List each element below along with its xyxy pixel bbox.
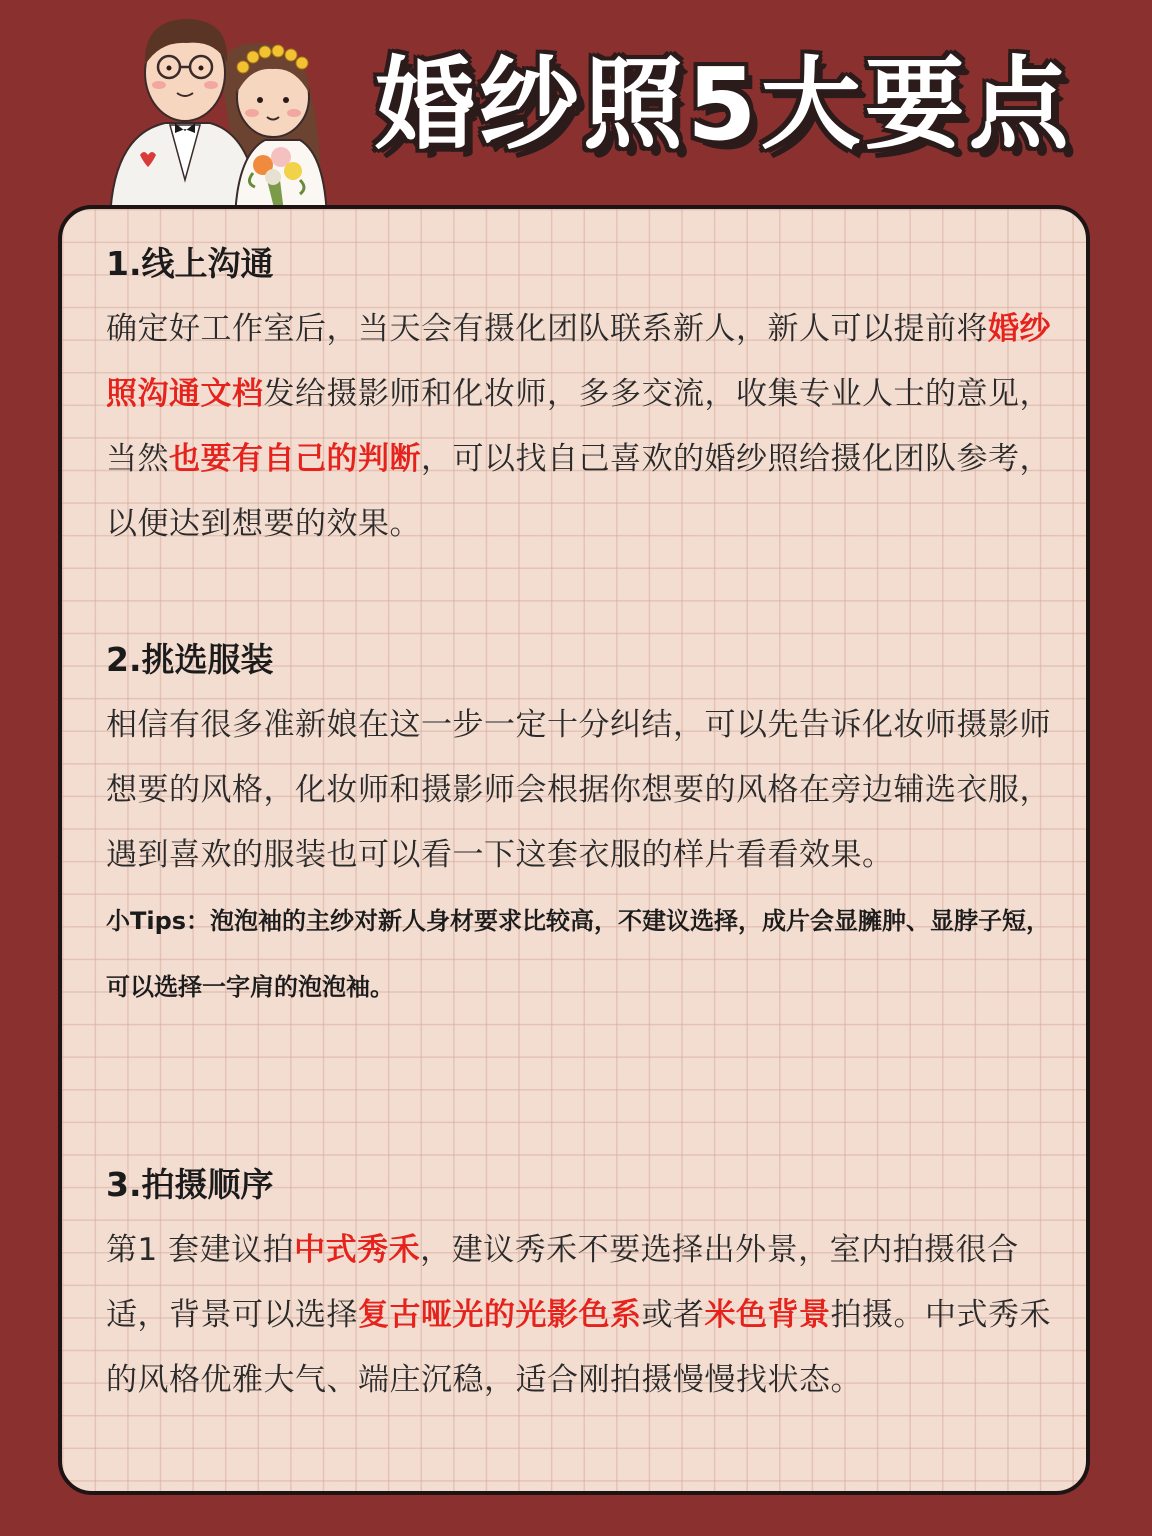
highlight-text: 也要有自己的判断 (169, 441, 421, 477)
section-body (106, 297, 1051, 557)
content-card (58, 205, 1090, 1495)
highlight-text: 婚纱照沟通文档 (106, 311, 1051, 412)
tip-text: 小Tips：泡泡袖的主纱对新人身材要求比较高，不建议选择，成片会显臃肿、显脖子短，可以选择一字肩的泡泡袖。 (106, 907, 1051, 1001)
section-choose-clothing (106, 637, 1051, 1020)
highlight-text: 中式秀禾 (294, 1232, 421, 1268)
section-title: 1.线上沟通 (106, 244, 274, 283)
body-text: 拍摄。中式秀禾的风格优雅大气、端庄沉稳，适合刚拍摄慢慢找状态。 (106, 1297, 1051, 1398)
section-body (106, 1218, 1051, 1413)
couple-illustration (95, 5, 355, 220)
header (0, 0, 1152, 210)
section-body (106, 693, 1051, 888)
body-text: 或者 (641, 1297, 705, 1333)
highlight-text: 米色背景 (704, 1297, 831, 1333)
page-title: 婚纱照5大要点 (375, 46, 1073, 163)
section-title: 2.挑选服装 (106, 640, 274, 679)
section-shooting-order (106, 1162, 1051, 1413)
body-text: 第1 套建议拍 (106, 1232, 295, 1268)
body-text: ，建议秀禾不要选择出外景，室内拍摄很合适，背景可以选择 (106, 1232, 1019, 1333)
body-text: 确定好工作室后，当天会有摄化团队联系新人，新人可以提前将 (106, 311, 988, 347)
highlight-text: 复古哑光的光影色系 (358, 1297, 642, 1333)
section-title: 3.拍摄顺序 (106, 1165, 274, 1204)
section-online-communication (106, 241, 1051, 557)
body-text: 发给摄影师和化妆师，多多交流，收集专业人士的意见，当然 (106, 376, 1051, 477)
body-text: 相信有很多准新娘在这一步一定十分纠结，可以先告诉化妆师摄影师想要的风格，化妆师和摄影师会根据你想要的风格在旁边辅选衣服，遇到喜欢的服装也可以看一下这套衣服的样片看看效果。 (106, 707, 1051, 873)
body-text: ，可以找自己喜欢的婚纱照给摄化团队参考，以便达到想要的效果。 (106, 441, 1051, 542)
